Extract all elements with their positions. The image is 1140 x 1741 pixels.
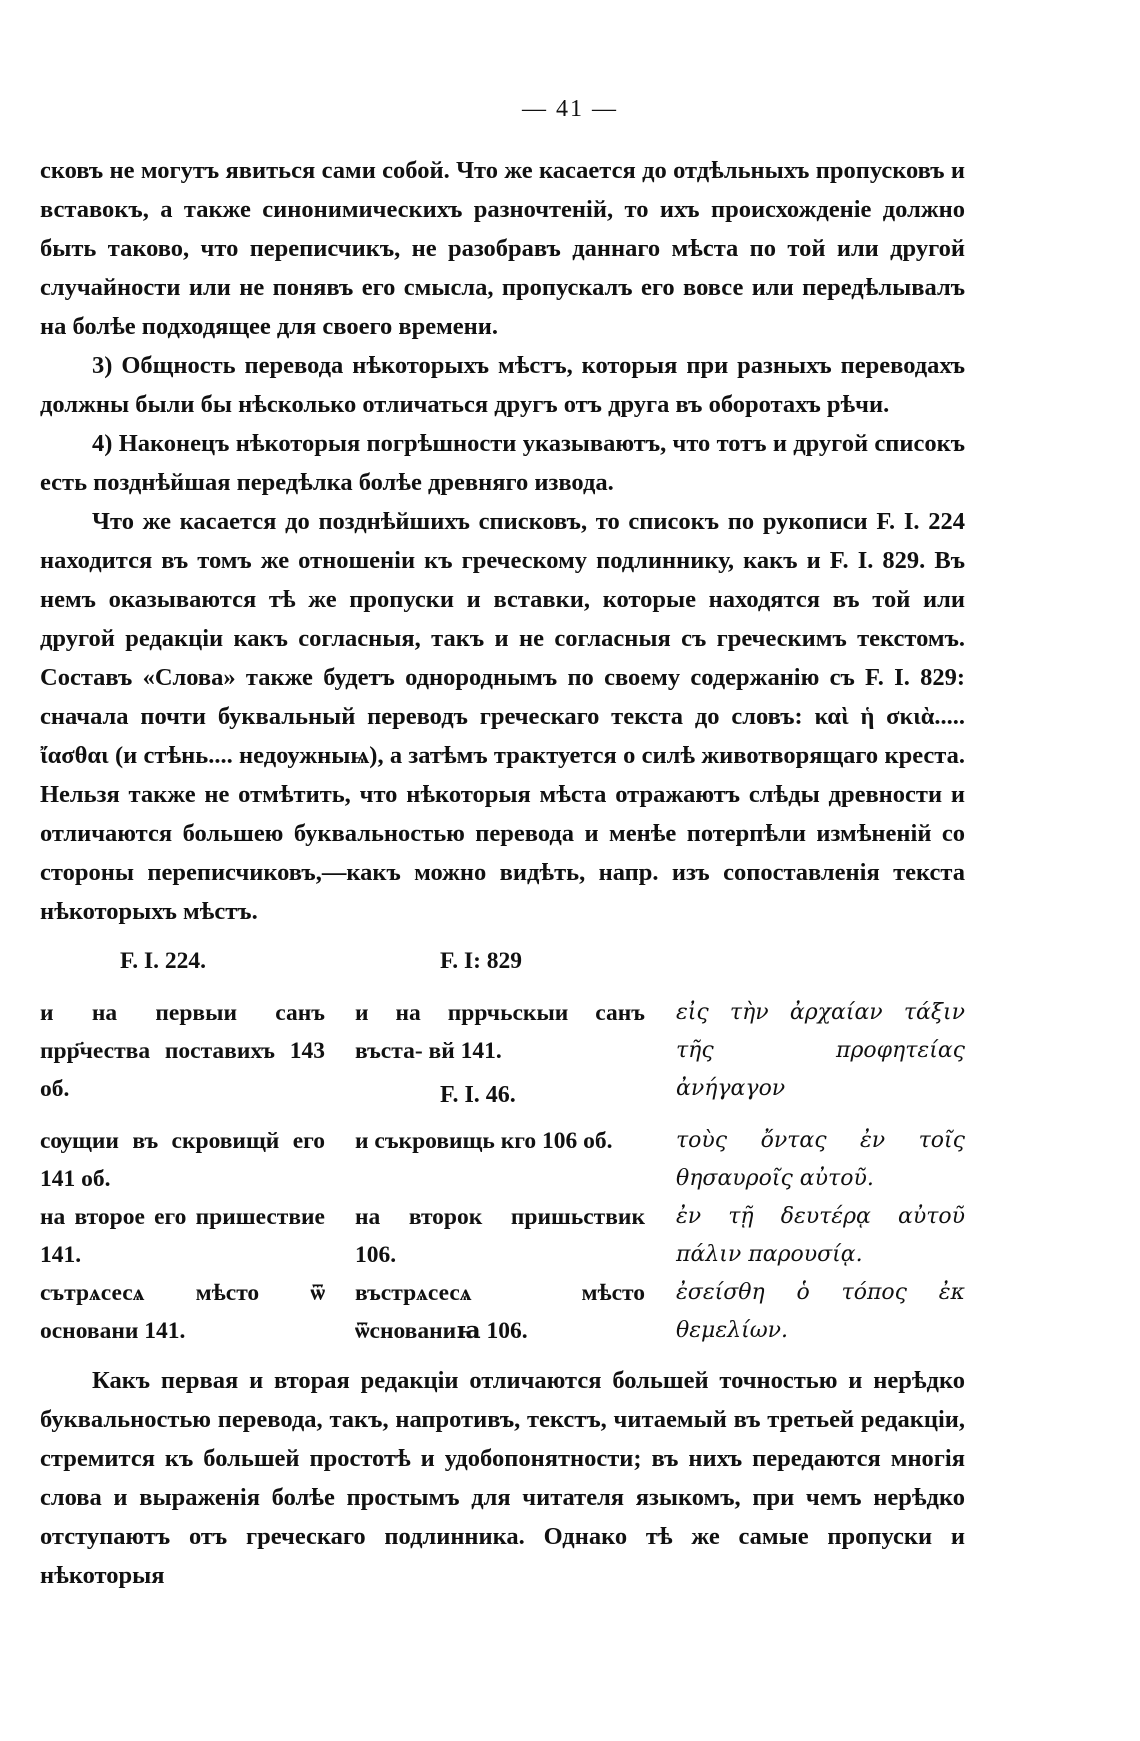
intro-text xyxy=(40,151,965,931)
cell-f-i-46: на второк пришьствик 106. xyxy=(355,1204,645,1268)
cell-f-i-224: сътрѧсесѧ мѣсто ѿ основани 141. xyxy=(40,1280,325,1344)
cell-f-i-829: и на пррчьскыи санъ въста- вй 141. xyxy=(355,1000,645,1064)
page-number: — 41 — xyxy=(522,96,618,122)
closing-text xyxy=(40,1361,965,1595)
cell-greek: εἰς τὴν ἀρχαίαν τάξιν τῆς προφητείας ἀνήγαγον xyxy=(676,1000,965,1101)
cell-f-i-46: и съкровищь кго 106 об. xyxy=(355,1128,613,1154)
comparison-table-header xyxy=(40,942,965,982)
cell-greek: ἐν τῇ δευτέρᾳ αὐτοῦ πάλιν παρουσίᾳ. xyxy=(676,1204,965,1267)
paragraph: 3) Общность перевода нѣкоторыхъ мѣстъ, которыя при разныхъ переводахъ должны были бы нѣсколько отличаться другъ отъ друга въ оборотахъ рѣчи. xyxy=(40,352,965,418)
cell-f-i-224: на второе его пришествие 141. xyxy=(40,1204,325,1268)
paragraph: 4) Наконецъ нѣкоторыя погрѣшности указываютъ, что тотъ и другой списокъ есть позднѣйшая передѣлка болѣе древняго извода. xyxy=(40,430,965,496)
cell-f-i-46: въстрѧсесѧ мѣсто ѿснованиꙗ 106. xyxy=(355,1280,645,1344)
column-header-f-i-224: F. I. 224. xyxy=(120,948,206,974)
cell-greek: τοὺς ὄντας ἐν τοῖς θησαυροῖς αὐτοῦ. xyxy=(676,1128,965,1191)
cell-f-i-224: и на первыи санъ прр҃чества поставихъ 143 об. xyxy=(40,1000,325,1102)
cell-f-i-224: сѹщии въ скровищй его 141 об. xyxy=(40,1128,325,1192)
cell-greek: ἐσείσθη ὁ τόπος ἐκ θεμελίων. xyxy=(676,1280,965,1343)
subheader-f-i-46: F. I. 46. xyxy=(440,1082,516,1108)
paragraph: сковъ не могутъ явиться сами собой. Что же касается до отдѣльныхъ пропусковъ и вставокъ, а также синонимическихъ разночтеній, то ихъ происхожденіе должно быть таково, что переписчикъ, не разобравъ даннаго мѣста по той или другой случайности или не понявъ его смысла, пропускалъ его вовсе или передѣлывалъ на болѣе подходящее для своего времени. xyxy=(40,157,965,340)
paragraph: Что же касается до позднѣйшихъ списковъ, то списокъ по рукописи F. I. 224 находится въ томъ же отношеніи къ греческому подлиннику, какъ и F. I. 829. Въ немъ оказываются тѣ же пропуски и вставки, которые находятся въ той или другой редакціи какъ согласныя, такъ и не согласныя съ греческимъ текстомъ. Составъ «Слова» также будетъ однороднымъ по своему содержанію съ F. I. 829: сначала почти буквальный переводъ греческаго текста до словъ: καὶ ἡ σκιὰ..... ἴασθαι (и стѣнь.... недоужныѩ), а затѣмъ трактуется о силѣ животворящаго креста. Нельзя также не отмѣтить, что нѣкоторыя мѣста отражаютъ слѣды древности и отличаются большею буквальностью перевода и менѣе потерпѣли измѣненій со стороны переписчиковъ,—какъ можно видѣть, напр. изъ сопоставленія текста нѣкоторыхъ мѣстъ. xyxy=(40,508,965,925)
paragraph: Какъ первая и вторая редакціи отличаются большей точностью и нерѣдко буквальностью перевода, такъ, напротивъ, текстъ, читаемый въ третьей редакціи, стремится къ большей простотѣ и удобопонятности; въ нихъ передаются многія слова и выраженія болѣе простымъ для читателя языкомъ, при чемъ нерѣдко отступаютъ отъ греческаго подлинника. Однако тѣ же самые пропуски и нѣкоторыя xyxy=(40,1367,965,1589)
column-header-f-i-829: F. I: 829 xyxy=(440,948,523,974)
